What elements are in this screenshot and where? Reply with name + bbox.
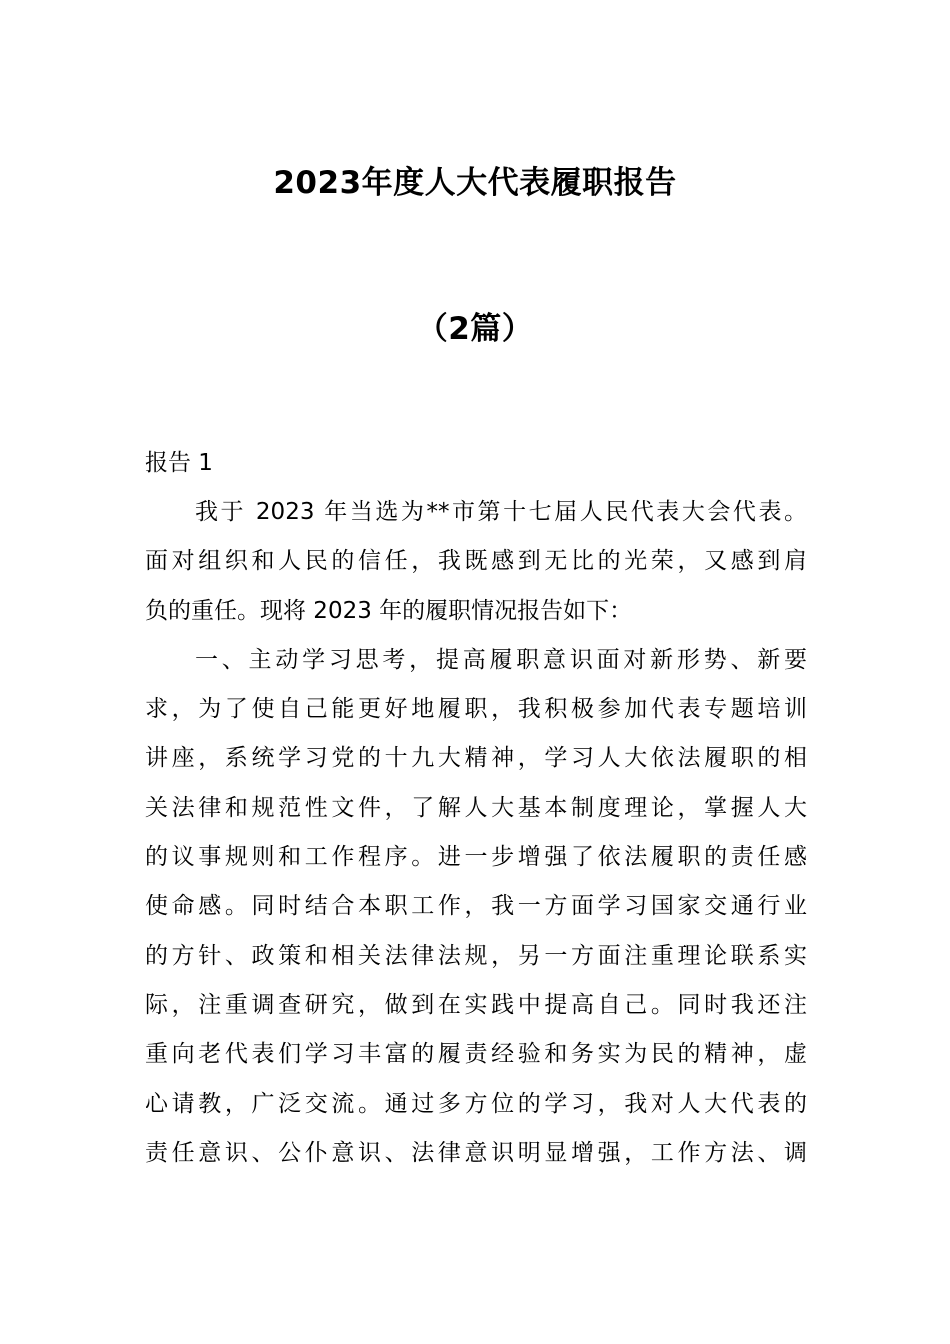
paragraph-line: 一、主动学习思考，提高履职意识面对新形势、新要: [195, 646, 807, 673]
paragraph-line: 心请教，广泛交流。通过多方位的学习，我对人大代表的: [145, 1090, 807, 1117]
paragraph-line: 际，注重调查研究，做到在实践中提高自己。同时我还注: [145, 991, 807, 1018]
paragraph-line: 求，为了使自己能更好地履职，我积极参加代表专题培训: [145, 696, 807, 723]
paragraph-line: 面对组织和人民的信任，我既感到无比的光荣，又感到肩: [145, 548, 807, 575]
paragraph-line: 讲座，系统学习党的十九大精神，学习人大依法履职的相: [145, 745, 807, 772]
body-text: [145, 488, 807, 1178]
section-label: 报告 1: [145, 450, 213, 476]
paragraph-line: 使命感。同时结合本职工作，我一方面学习国家交通行业: [145, 893, 807, 920]
paragraph-line: 责任意识、公仆意识、法律意识明显增强，工作方法、调: [145, 1139, 807, 1166]
paragraph-line: 我于 2023 年当选为**市第十七届人民代表大会代表。: [195, 499, 807, 525]
document-subtitle: （2篇）: [416, 311, 534, 347]
paragraph-line: 的方针、政策和相关法律法规，另一方面注重理论联系实: [145, 942, 807, 969]
paragraph-line: 关法律和规范性文件，了解人大基本制度理论，掌握人大: [145, 794, 807, 821]
paragraph-line: 负的重任。现将 2023 年的履职情况报告如下：: [145, 597, 633, 624]
document-title: 2023年度人大代表履职报告: [273, 165, 677, 201]
paragraph-line: 重向老代表们学习丰富的履责经验和务实为民的精神，虚: [145, 1041, 807, 1068]
paragraph-line: 的议事规则和工作程序。进一步增强了依法履职的责任感: [145, 844, 807, 871]
